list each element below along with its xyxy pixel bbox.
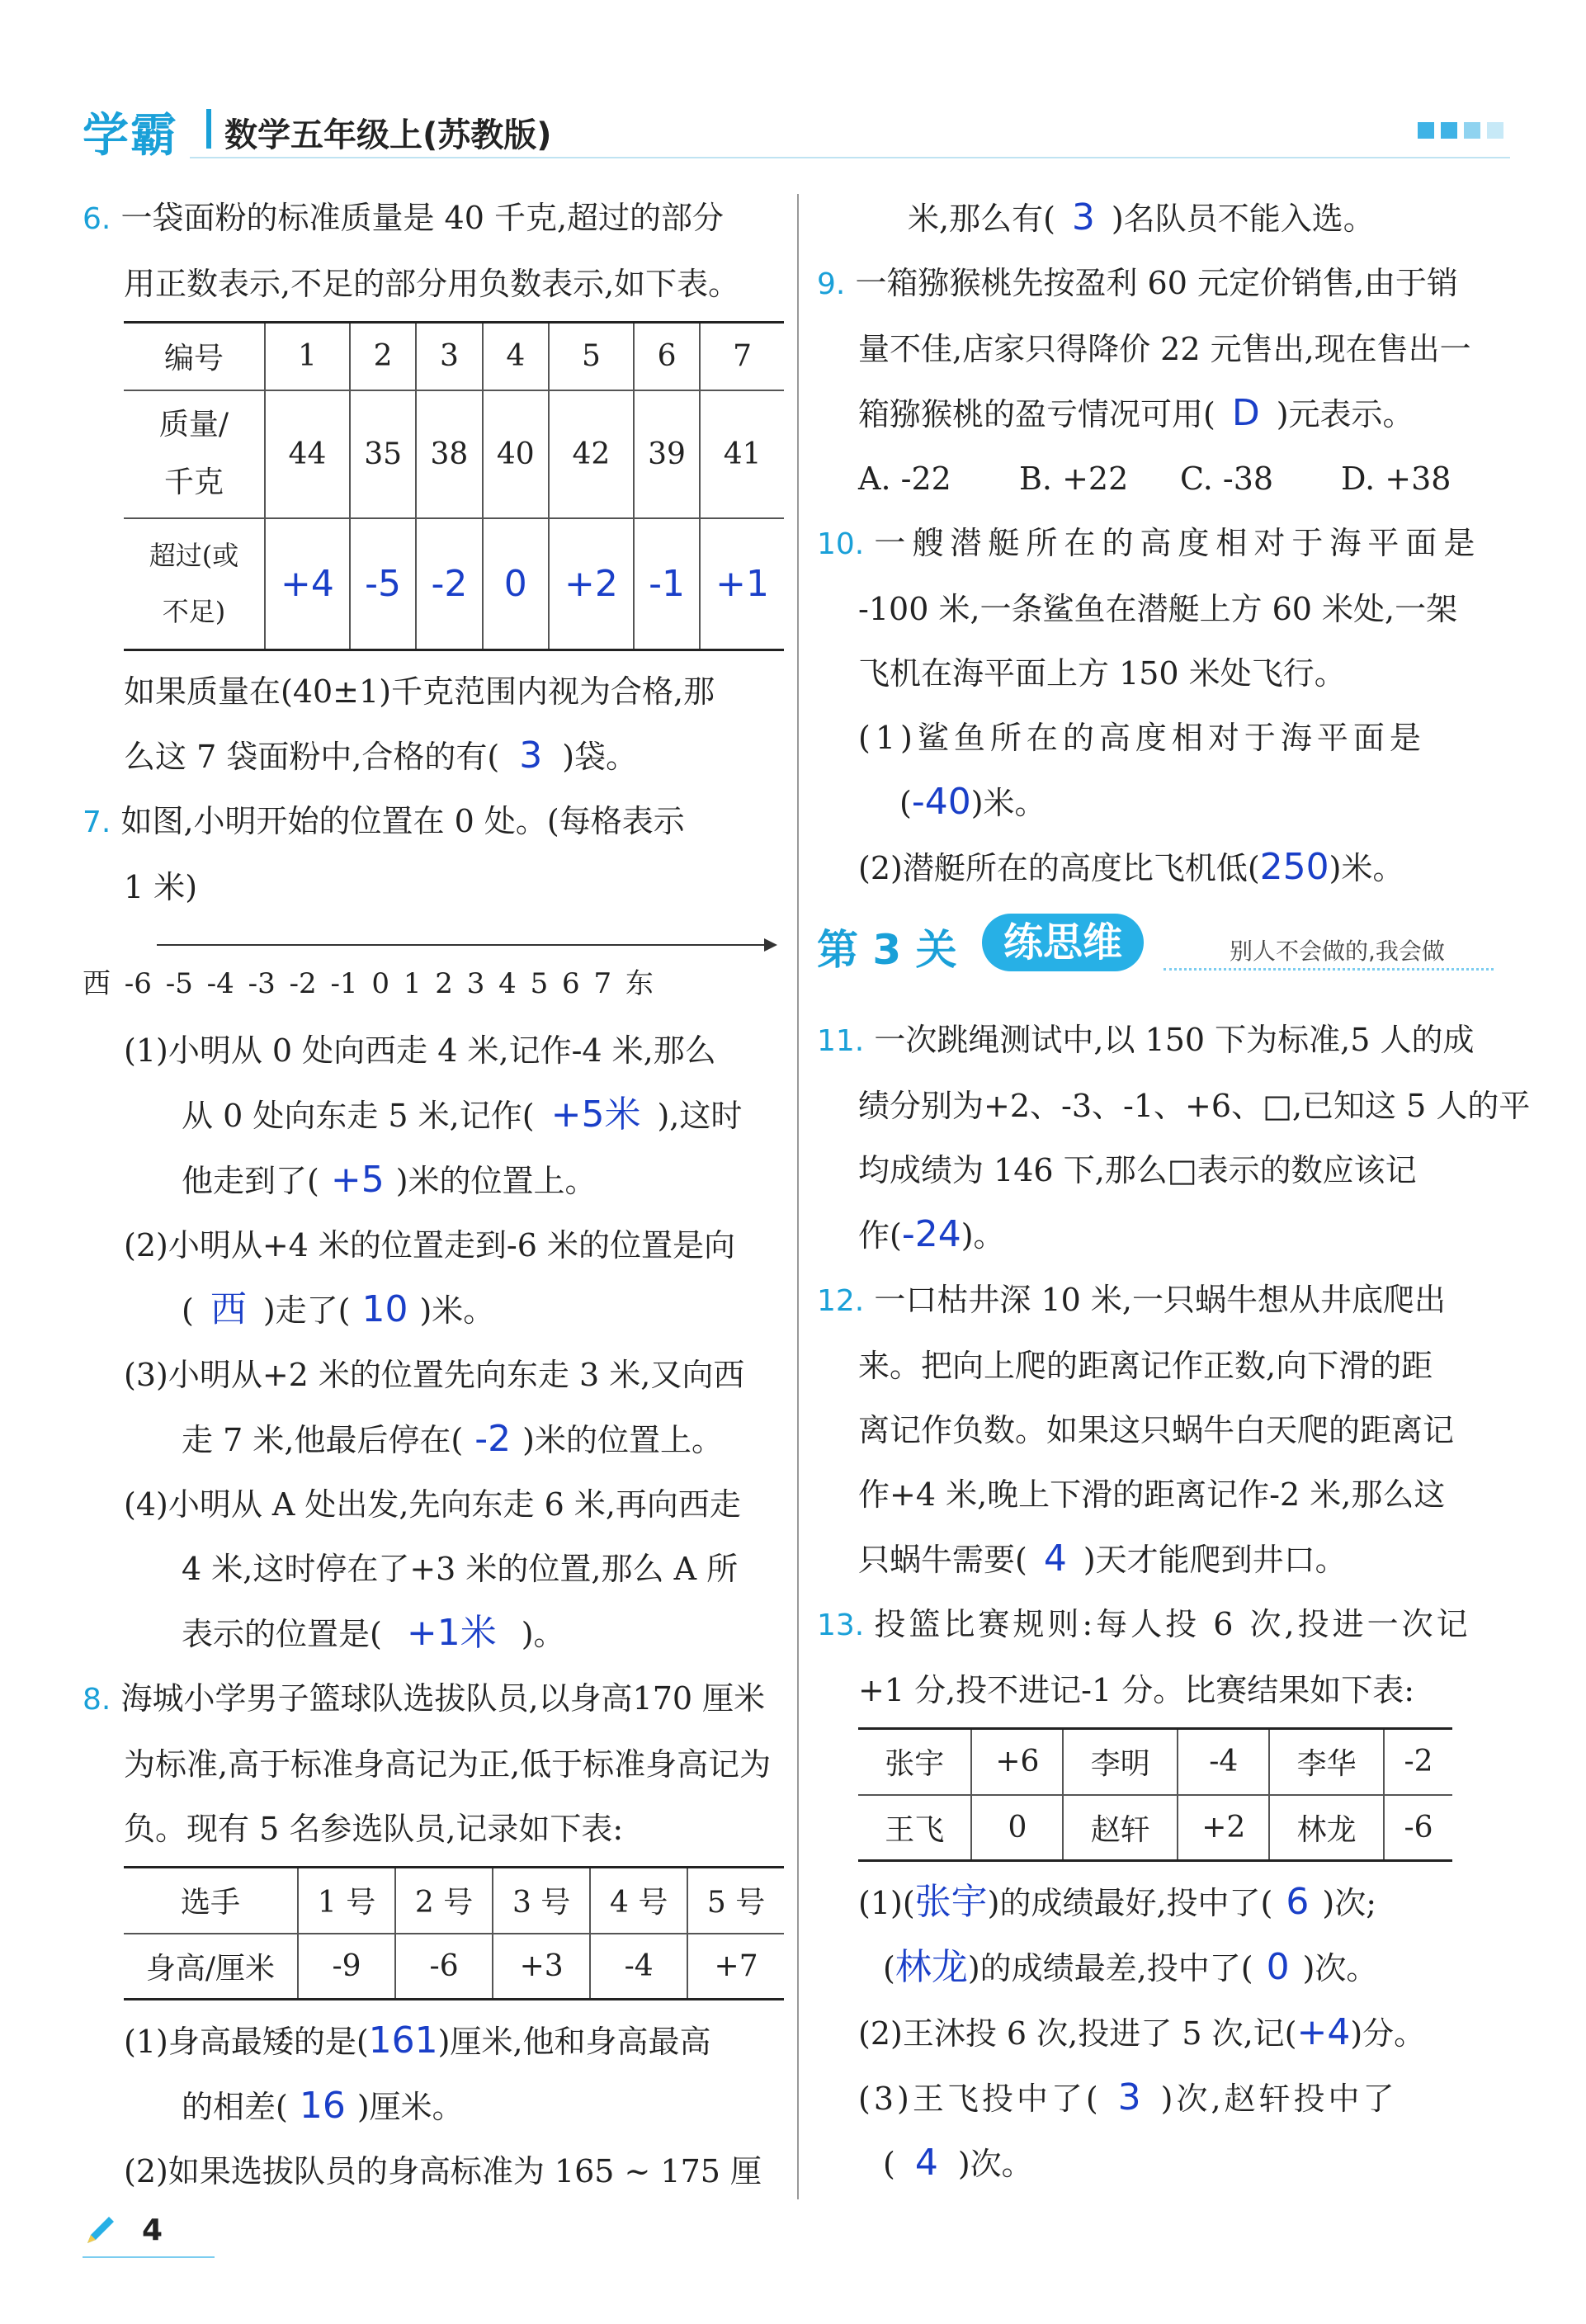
answer-cell: 0 (483, 518, 549, 650)
table-cell: 42 (549, 390, 634, 518)
answer-blank: 6 (1286, 1881, 1310, 1923)
answer-blank: 4 (1043, 1538, 1067, 1580)
table-cell: 0 (971, 1795, 1063, 1861)
question-text: 投篮比赛规则:每人投 6 次,投进一次记 (874, 1606, 1471, 1642)
right-column: 米,那么有( 3 )名队员不能入选。 9. 一箱猕猴桃先按盈利 60 元定价销售,由于销 量不佳,店家只得降价 22 元售出,现在售出一 箱猕猴桃的盈亏情况可用( D )元表示。 A. -22 B. +22 C. -38 D. +38 10. 一艘潜艇所在的高度相对于海平面是 -100 米,一条鲨鱼在潜艇上方 60 米处,一架 飞机在海平面上方 150 米处飞行。 (1)鲨鱼所在的高度相对于海平面是 (-40)米。 (2)潜艇所在的高度比飞机低(250)米。 第 3 关 练思维 别人不会做的,我会做 11. 一次跳绳测试中,以 150 下为标准,5 人的成 绩分别为+2、-3、-1、+6、□,已知这 5 人的平 均成绩为 146 下,那么□表示的数应该记 作(-24)。 12. 一口枯井深 10 米,一只蜗牛想从井底爬出 来。把向上爬的距离记作正数,向下滑的距 离记作负数。如果这只蜗牛白天爬的距离记 作+4 米,晚上下滑的距离记作-2 米,那么这 只蜗牛需要( 4 )天才能爬到井口。 13. 投篮比赛规则:每人投 6 次,投进一次记 +1 分,投不进记-1 分。比赛结果如下表: 张宇 +6 李明 -4 李华 -2 王飞 0 赵轩 +2 林龙 -6 (1)(张宇)的成绩最好,投中了( 6 )次; (林龙)的成绩最差,投中了( 0 )次。 (2)王沐投 6 次,投进了 5 次,记(+4)分。 (3)王飞投中了( 3 )次,赵轩投中了 ( 4 )次。 (817, 186, 1518, 2196)
options-row (817, 446, 1518, 511)
height-table (124, 1866, 784, 2000)
question-text: 么这 7 袋面粉中,合格的有( (124, 739, 500, 775)
table-cell: 44 (265, 390, 350, 518)
question-text: 为标准,高于标准身高记为正,低于标准身高记为 (124, 1746, 772, 1783)
answer-cell: -5 (350, 518, 416, 650)
answer-blank: -40 (911, 781, 971, 823)
question-number: 11. (817, 1024, 865, 1058)
question-text: 海城小学男子篮球队选拔队员,以身高170 厘米 (120, 1680, 766, 1717)
pencil-icon (83, 2212, 119, 2248)
basketball-table (858, 1727, 1452, 1862)
header-underline (190, 157, 1510, 158)
table-cell: 3 (416, 323, 482, 390)
question-text: 用正数表示,不足的部分用负数表示,如下表。 (124, 266, 740, 302)
table-cell: -6 (1384, 1795, 1452, 1861)
page-number: 4 (142, 2213, 163, 2247)
table-cell: -4 (1178, 1729, 1269, 1795)
option-a: A. -22 (858, 461, 951, 497)
answer-cell: -1 (634, 518, 700, 650)
answer-cell: -2 (416, 518, 482, 650)
question-text: 绩分别为+2、-3、-1、+6、□,已知这 5 人的平 (858, 1088, 1531, 1124)
question-text: 一箱猕猴桃先按盈利 60 元定价销售,由于销 (855, 265, 1459, 301)
question-number: 13. (817, 1608, 865, 1642)
table-cell: 编号 (163, 342, 224, 376)
table-cell: 2 号 (395, 1868, 493, 1934)
section-header (817, 909, 1518, 991)
answer-blank: +5 (330, 1159, 385, 1201)
question-text: (3)小明从+2 米的位置先向东走 3 米,又向西 (124, 1357, 745, 1393)
question-text: 如果质量在(40±1)千克范围内视为合格,那 (124, 673, 715, 710)
flour-table (124, 321, 784, 651)
table-cell: 质量/ 千克 (158, 408, 229, 499)
table-cell: 选手 (180, 1886, 240, 1920)
option-d: D. +38 (1341, 461, 1451, 497)
table-cell: 林龙 (1269, 1795, 1384, 1861)
question-text: (1)鲨鱼所在的高度相对于海平面是 (858, 720, 1426, 756)
option-c: C. -38 (1180, 461, 1274, 497)
left-column (83, 186, 784, 2204)
table-cell: -4 (590, 1934, 687, 2000)
table-cell: 1 号 (298, 1868, 395, 1934)
question-8: 8. 海城小学男子篮球队选拔队员,以身高170 厘米 为标准,高于标准身高记为正,低于标准身高记为 负。现有 5 名参选队员,记录如下表: 选手 1 号 2 号 3 号 4 号 5 号 身高/厘米 -9 -6 +3 -4 +7 (1)身高最矮的是(161)厘米,他和身高最高 的相差( 16 )厘米。 (2)如果选拔队员的身高标准为 165 ~ 175 厘 (83, 1666, 784, 2204)
table-cell: 张宇 (885, 1747, 945, 1782)
question-text: (2)小明从+4 米的位置走到-6 米的位置是向 (124, 1227, 736, 1264)
question-text: -100 米,一条鲨鱼在潜艇上方 60 米处,一架 (858, 591, 1458, 627)
question-text: 负。现有 5 名参选队员,记录如下表: (124, 1811, 624, 1847)
answer-blank: +1米 (406, 1612, 497, 1654)
section-badge: 练思维 (982, 914, 1144, 971)
header-decoration (1418, 122, 1503, 139)
question-text: 作+4 米,晚上下滑的距离记作-2 米,那么这 (858, 1476, 1446, 1513)
answer-blank: 西 (210, 1288, 247, 1330)
footer-line (83, 2256, 215, 2258)
question-number: 6. (83, 202, 111, 236)
question-11: 11. 一次跳绳测试中,以 150 下为标准,5 人的成 绩分别为+2、-3、-1、+6、□,已知这 5 人的平 均成绩为 146 下,那么□表示的数应该记 作(-24)。 (817, 1022, 1531, 1255)
answer-cell: +2 (549, 518, 634, 650)
table-cell: 38 (416, 390, 482, 518)
answer-blank: 10 (361, 1288, 408, 1330)
question-text: 1 米) (124, 869, 198, 905)
answer-blank: 0 (1266, 1946, 1290, 1988)
table-cell: 王飞 (885, 1812, 945, 1847)
question-text: (2)如果选拔队员的身高标准为 165 ~ 175 厘 (124, 2153, 762, 2189)
question-text: 一次跳绳测试中,以 150 下为标准,5 人的成 (874, 1022, 1475, 1058)
table-cell: 4 (483, 323, 549, 390)
table-cell: 身高/厘米 (145, 1951, 276, 1986)
table-cell: 40 (483, 390, 549, 518)
table-cell: +3 (493, 1934, 590, 2000)
answer-blank: 16 (299, 2085, 346, 2127)
column-divider (797, 194, 799, 2199)
table-cell: 3 号 (493, 1868, 590, 1934)
answer-blank: 250 (1259, 846, 1329, 888)
question-text: )袋。 (562, 739, 638, 775)
book-title: 数学五年级上(苏教版) (224, 116, 552, 154)
answer-blank: 161 (368, 2019, 438, 2062)
option-b: B. +22 (1019, 461, 1129, 497)
question-6 (83, 186, 784, 789)
question-text: +1 分,投不进记-1 分。比赛结果如下表: (858, 1672, 1415, 1708)
answer-blank: -24 (901, 1213, 961, 1255)
table-cell: +7 (687, 1934, 784, 2000)
answer-blank: 林龙 (894, 1946, 968, 1988)
section-number: 第 3 关 (817, 926, 957, 974)
answer-blank: 3 (519, 735, 543, 777)
table-cell: -9 (298, 1934, 395, 2000)
question-text: 一艘潜艇所在的高度相对于海平面是 (874, 525, 1482, 561)
table-cell: 7 (700, 323, 784, 390)
table-cell: -6 (395, 1934, 493, 2000)
answer-blank: 3 (1071, 196, 1095, 239)
answer-blank: -2 (474, 1418, 512, 1460)
table-cell: 6 (634, 323, 700, 390)
table-cell: 35 (350, 390, 416, 518)
question-text: 均成绩为 146 下,那么□表示的数应该记 (858, 1152, 1417, 1188)
table-cell: 4 号 (590, 1868, 687, 1934)
arrow-icon (764, 938, 777, 952)
answer-cell: +4 (265, 518, 350, 650)
table-cell: 2 (350, 323, 416, 390)
question-13: 13. 投篮比赛规则:每人投 6 次,投进一次记 +1 分,投不进记-1 分。比赛结果如下表: 张宇 +6 李明 -4 李华 -2 王飞 0 赵轩 +2 林龙 -6 (1)(张宇)的成绩最好,投中了( 6 )次; (林龙)的成绩最差,投中了( 0 )次。 (2)王沐投 6 次,投进了 5 次,记(+4)分。 (3)王飞投中了( 3 )次,赵轩投中了 ( 4 )次。 (817, 1592, 1518, 2196)
question-text: 4 米,这时停在了+3 米的位置,那么 A 所 (182, 1551, 739, 1587)
table-cell: 李明 (1063, 1729, 1178, 1795)
table-cell: -2 (1384, 1729, 1452, 1795)
table-cell: 1 (265, 323, 350, 390)
question-number: 8. (83, 1683, 111, 1717)
table-cell: 李华 (1269, 1729, 1384, 1795)
question-9: 9. 一箱猕猴桃先按盈利 60 元定价销售,由于销 量不佳,店家只得降价 22 元售出,现在售出一 箱猕猴桃的盈亏情况可用( D )元表示。 A. -22 B. +22 C. -38 D. +38 (817, 251, 1518, 511)
answer-blank: 4 (914, 2142, 938, 2184)
number-line-axis (157, 944, 767, 946)
table-cell: 5 号 (687, 1868, 784, 1934)
question-number: 9. (817, 267, 846, 301)
question-number: 7. (83, 805, 111, 839)
question-number: 12. (817, 1284, 865, 1318)
answer-blank: +4 (1296, 2011, 1351, 2053)
question-7: 7. 如图,小明开始的位置在 0 处。(每格表示 1 米) 西 -6 -5 -4 -3 -2 -1 0 1 2 3 4 5 6 7 东 (1)小明从 0 处向西走 4 米,记作-4 米,那么 从 0 处向东走 5 米,记作( +5米 ),这时 他走到了( +5 )米的位置上。 (2)小明从+4 米的位置走到-6 米的位置是向 ( 西 )走了( 10 )米。 (3)小明从+2 米的位置先向东走 3 米,又向西 走 7 米,他最后停在( -2 )米的位置上。 (4)小明从 A 处出发,先向东走 6 米,再向西走 4 米,这时停在了+3 米的位置,那么 A 所 表示的位置是( +1米 )。 (83, 789, 784, 1666)
section-subtitle: 别人不会做的,我会做 (1230, 938, 1445, 965)
question-text: (1)小明从 0 处向西走 4 米,记作-4 米,那么 (124, 1032, 716, 1069)
answer-blank: 张宇 (914, 1881, 988, 1923)
question-text: 一口枯井深 10 米,一只蜗牛想从井底爬出 (874, 1282, 1446, 1318)
table-cell: +6 (971, 1729, 1063, 1795)
number-line (83, 919, 784, 1018)
question-12: 12. 一口枯井深 10 米,一只蜗牛想从井底爬出 来。把向上爬的距离记作正数,向下滑的距 离记作负数。如果这只蜗牛白天爬的距离记 作+4 米,晚上下滑的距离记作-2 米,那么这 只蜗牛需要( 4 )天才能爬到井口。 (817, 1268, 1518, 1592)
brand-logo: 学霸 (83, 109, 178, 163)
section-dotted-line (1164, 968, 1494, 971)
question-text: 一袋面粉的标准质量是 40 千克,超过的部分 (120, 200, 725, 236)
table-cell: 赵轩 (1063, 1795, 1178, 1861)
answer-cell: +1 (700, 518, 784, 650)
question-text: 飞机在海平面上方 150 米处飞行。 (858, 655, 1346, 692)
answer-blank: 3 (1117, 2076, 1145, 2119)
table-cell: 41 (700, 390, 784, 518)
table-cell: +2 (1178, 1795, 1269, 1861)
question-text: (4)小明从 A 处出发,先向东走 6 米,再向西走 (124, 1486, 741, 1523)
logo-separator (206, 109, 211, 149)
table-cell: 5 (549, 323, 634, 390)
question-text: 离记作负数。如果这只蜗牛白天爬的距离记 (858, 1412, 1455, 1448)
question-number: 10. (817, 527, 865, 561)
table-cell: 39 (634, 390, 700, 518)
number-line-labels: 西 -6 -5 -4 -3 -2 -1 0 1 2 3 4 5 6 7 东 (83, 967, 654, 1000)
question-text: 量不佳,店家只得降价 22 元售出,现在售出一 (858, 331, 1471, 367)
question-text: 来。把向上爬的距离记作正数,向下滑的距 (858, 1348, 1433, 1384)
answer-blank: D (1231, 392, 1260, 434)
table-cell: 超过(或 不足) (149, 540, 239, 628)
question-text: 如图,小明开始的位置在 0 处。(每格表示 (120, 803, 685, 839)
answer-blank: +5米 (550, 1094, 641, 1136)
page-header (83, 99, 1502, 163)
question-10: 10. 一艘潜艇所在的高度相对于海平面是 -100 米,一条鲨鱼在潜艇上方 60 米处,一架 飞机在海平面上方 150 米处飞行。 (1)鲨鱼所在的高度相对于海平面是 (-40)米。 (2)潜艇所在的高度比飞机低(250)米。 (817, 511, 1518, 900)
